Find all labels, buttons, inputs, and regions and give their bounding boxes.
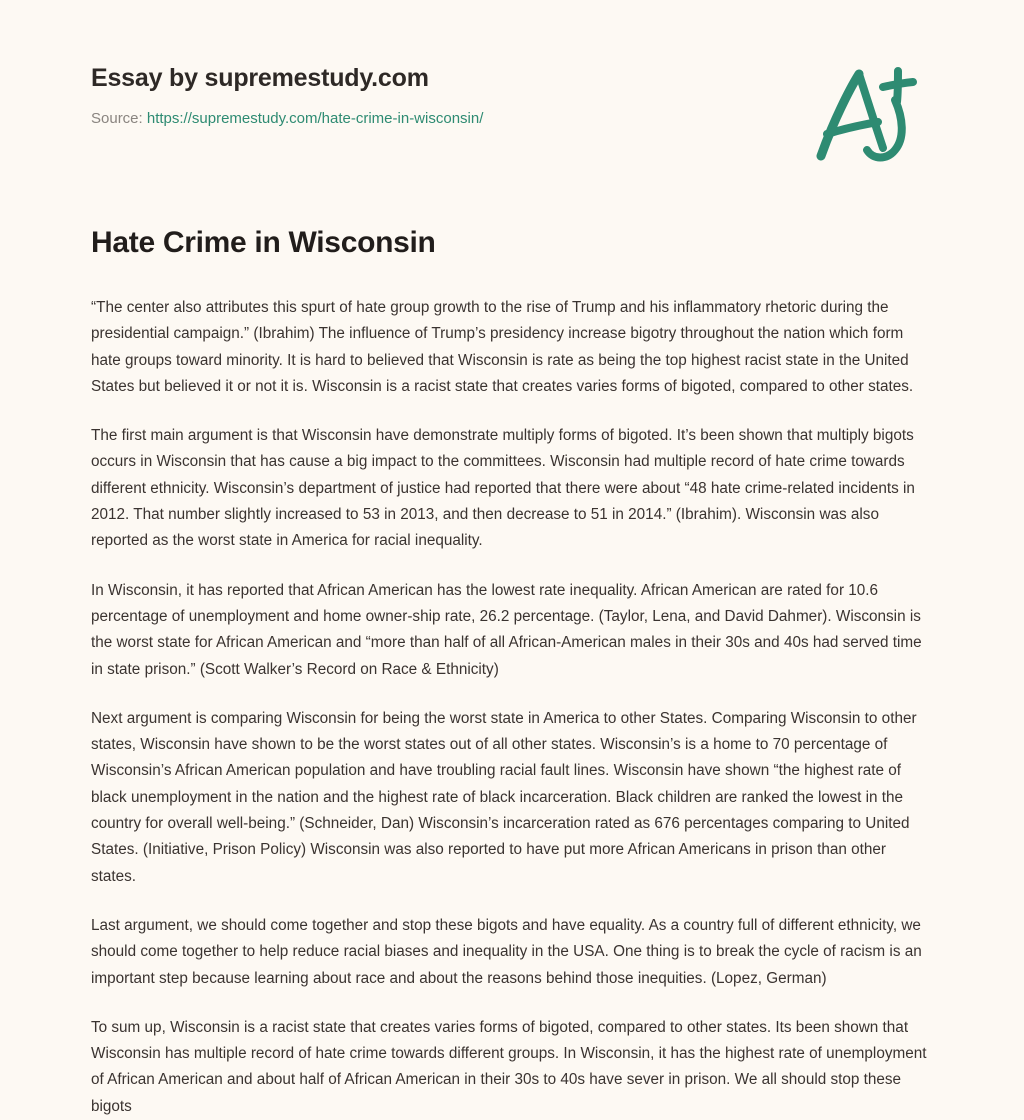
article-paragraph: In Wisconsin, it has reported that African American has the lowest rate inequality. African American are rated for 10.6 percentage of unemployment and home owner-ship rate, 26.2 percentage. (Taylor, Lena, and David Dahmer). Wisconsin is the worst state for African American and “more than half of all African-American males in their 30s and 40s had served time in state prison.” (Scott Walker’s Record on Race & Ethnicity)	[91, 578, 933, 683]
source-label: Source:	[91, 110, 143, 127]
article-paragraph: The first main argument is that Wisconsin have demonstrate multiply forms of bigoted. It’s been shown that multiply bigots occurs in Wisconsin that has cause a big impact to the committees. Wisconsin had multiple record of hate crime towards different ethnicity. Wisconsin’s department of justice had reported that there were about “48 hate crime-related incidents in 2012. That number slightly increased to 53 in 2013, and then decrease to 51 in 2014.” (Ibrahim). Wisconsin was also reported as the worst state in America for racial inequality.	[91, 423, 933, 554]
page-header	[91, 0, 933, 129]
brand-title: Essay by supremestudy.com	[91, 63, 933, 93]
article-body	[91, 295, 933, 1120]
article-paragraph: Last argument, we should come together and stop these bigots and have equality. As a country full of different ethnicity, we should come together to help reduce racial biases and inequality in the USA. One thing is to break the cycle of racism is an important step because learning about race and about the reasons behind those inequities. (Lopez, German)	[91, 913, 933, 992]
page-title: Hate Crime in Wisconsin	[91, 224, 933, 262]
source-url-link[interactable]: https://supremestudy.com/hate-crime-in-wisconsin/	[147, 110, 484, 127]
article-paragraph: To sum up, Wisconsin is a racist state that creates varies forms of bigoted, compared to other states. Its been shown that Wisconsin has multiple record of hate crime towards different groups. In Wisconsin, it has the highest rate of unemployment of African American and about half of African American in their 30s to 40s have sever in prison. We all should stop these bigots	[91, 1015, 933, 1120]
article	[91, 224, 933, 1120]
article-paragraph: “The center also attributes this spurt of hate group growth to the rise of Trump and his inflammatory rhetoric during the presidential campaign.” (Ibrahim) The influence of Trump’s presidency increase bigotry throughout the nation which form hate groups toward minority. It is hard to believed that Wisconsin is rate as being the top highest racist state in the United States but believed it or not it is. Wisconsin is a racist state that creates varies forms of bigoted, compared to other states.	[91, 295, 933, 400]
a-plus-logo-icon	[799, 56, 934, 181]
article-paragraph: Next argument is comparing Wisconsin for being the worst state in America to other States. Comparing Wisconsin to other states, Wisconsin have shown to be the worst states out of all other states. Wisconsin’s is a home to 70 percentage of Wisconsin’s African American population and have troubling racial fault lines. Wisconsin have shown “the highest rate of black unemployment in the nation and the highest rate of black incarceration. Black children are ranked the lowest in the country for overall well-being.” (Schneider, Dan) Wisconsin’s incarceration rated as 676 percentages comparing to United States. (Initiative, Prison Policy) Wisconsin was also reported to have put more African Americans in prison than other states.	[91, 706, 933, 890]
